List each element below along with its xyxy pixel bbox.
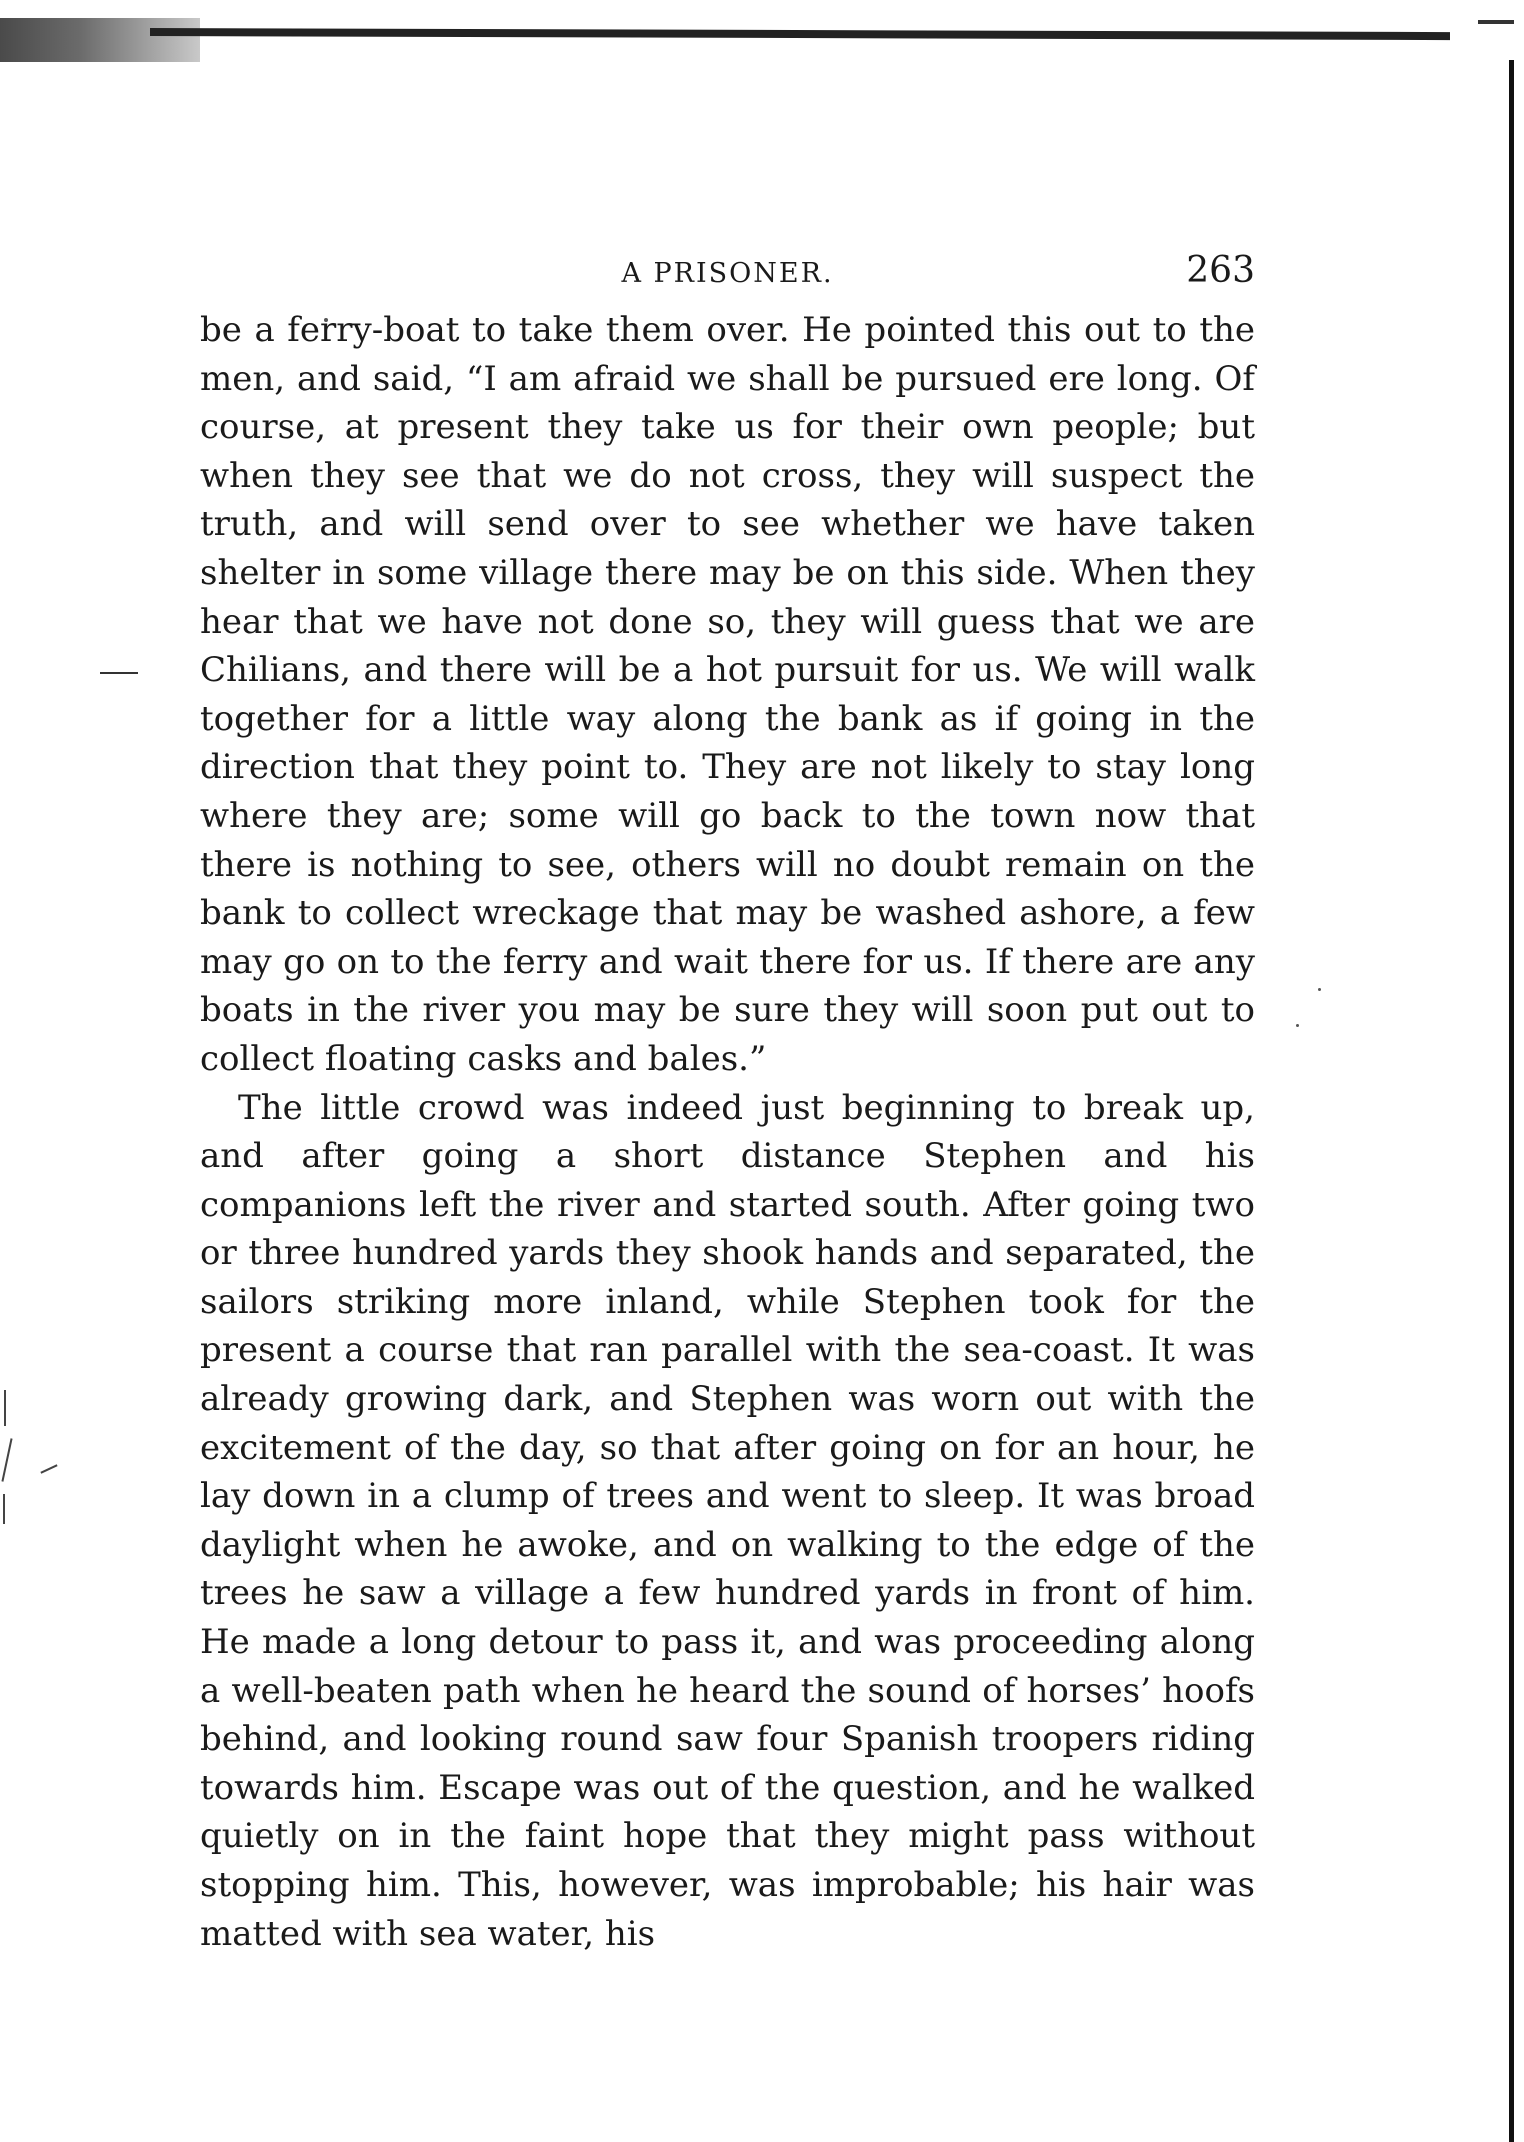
scan-border-right — [1509, 60, 1514, 2142]
paragraph: The little crowd was indeed just beginning to break up, and after going a short distance Stephen and his companions left the river and started south. After going two or three hundred yards they shook hands and separated, the sailors striking more inland, while Stephen took for the present a course that ran parallel with the sea-coast. It was already growing dark, and Stephen was worn out with the excitement of the day, so that after going on for an hour, he lay down in a clump of trees and went to sleep. It was broad daylight when he awoke, and on walking to the edge of the trees he saw a village a few hundred yards in front of him. He made a long detour to pass it, and was proceeding along a well-beaten path when he heard the sound of horses’ hoofs behind, and looking round saw four Spanish troopers riding towards him. Escape was out of the question, and he walked quietly on in the faint hope that they might pass without stopping him. This, however, was improbable; his hair was matted with sea water, his — [200, 1087, 1255, 1954]
speck — [1296, 1024, 1299, 1027]
running-title: A PRISONER. — [621, 258, 834, 289]
body-text — [200, 306, 1255, 1958]
scan-edge-mark — [1478, 20, 1514, 24]
running-head — [200, 250, 1255, 306]
paragraph-continued: be a ferry-boat to take them over. He pointed this out to the men, and said, “I am afraid we shall be pursued ere long. Of course, at present they take us for their own people; but when they see that we do not cross, they will suspect the truth, and will send over to see whether we have taken shelter in some village there may be on this side. When they hear that we have not done so, they will guess that we are Chilians, and there will be a hot pursuit for us. We will walk together for a little way along the bank as if going in the direction that they point to. They are not likely to stay long where they are; some will go back to the town now that there is nothing to see, others will no doubt remain on the bank to collect wreckage that may be washed ashore, a few may go on to the ferry and wait there for us. If there are any boats in the river you may be sure they will soon put out to collect floating casks and bales.” — [200, 310, 1255, 1079]
scan-border-left-marks — [0, 1390, 60, 1540]
scan-shadow — [0, 18, 200, 62]
scan-edge-line — [150, 28, 1450, 40]
book-page — [200, 250, 1255, 1958]
page-number: 263 — [1186, 250, 1255, 291]
margin-mark — [100, 672, 138, 674]
scan-border-top — [0, 0, 1524, 62]
speck — [1318, 988, 1321, 991]
